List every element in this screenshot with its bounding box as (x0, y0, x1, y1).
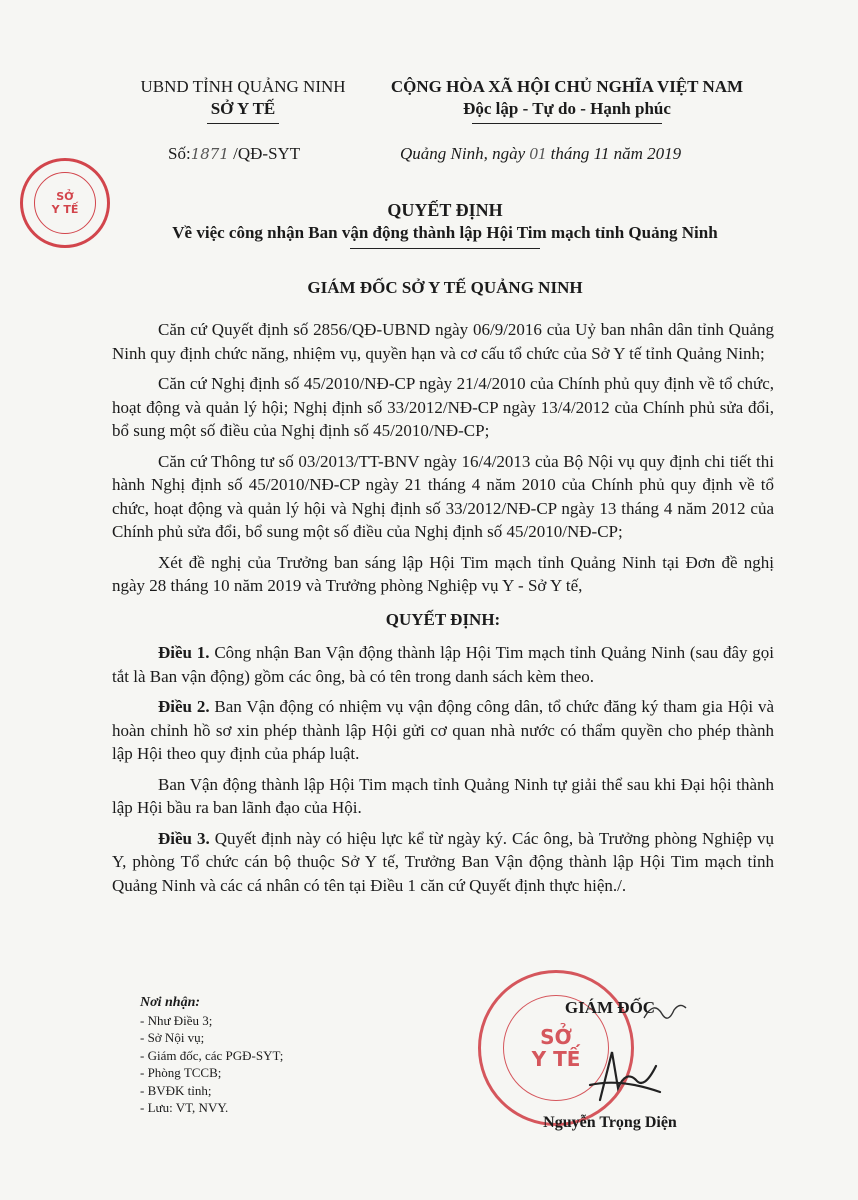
red-seal-small (20, 158, 110, 248)
date-handwritten: 01 (529, 144, 547, 163)
article-label: Điều 2. (158, 697, 210, 716)
basis-paragraph: Xét đề nghị của Trưởng ban sáng lập Hội Tim mạch tỉnh Quảng Ninh tại Đơn đề nghị ngày 28 tháng 10 năm 2019 và Trưởng phòng Nghiệp vụ Y - Sở Y tế, (112, 552, 774, 595)
national-header (362, 76, 772, 124)
number-suffix: /QĐ-SYT (228, 144, 301, 163)
seal-text (52, 190, 79, 216)
issue-date (400, 144, 681, 164)
seal-line-1: SỞ (540, 1025, 572, 1049)
seal-line-2: Y TẾ (531, 1047, 581, 1071)
title-block (100, 198, 790, 249)
date-before: Quảng Ninh, ngày (400, 144, 530, 163)
seal-line-1: SỞ (56, 190, 74, 203)
basis-paragraph: Căn cứ Quyết định số 2856/QĐ-UBND ngày 06/9/2016 của Uỷ ban nhân dân tỉnh Quảng Ninh quy định chức năng, nhiệm vụ, quyền hạn và cơ cấu tổ chức của Sở Y tế tỉnh Quảng Ninh; (112, 320, 774, 363)
number-prefix: Số: (168, 144, 191, 163)
issuing-authority (118, 76, 368, 124)
recipient-item: - Phòng TCCB; (140, 1065, 222, 1080)
article-text: Ban Vận động thành lập Hội Tim mạch tỉnh Quảng Ninh tự giải thể sau khi Đại hội thành lập Hội bầu ra ban lãnh đạo của Hội. (112, 774, 774, 817)
basis-paragraph: Căn cứ Thông tư số 03/2013/TT-BNV ngày 16/4/2013 của Bộ Nội vụ quy định chi tiết thi hành Nghị định số 45/2010/NĐ-CP ngày 21 tháng 4 năm 2010 của Chính phủ quy định về tổ chức, hoạt động và quản lý hội và Nghị định số 33/2012/NĐ-CP ngày 13 tháng 4 năm 2012 của Chính phủ sửa đổi, bổ sung một số điều của Nghị định số 45/2010/NĐ-CP; (112, 451, 774, 541)
seal-line-2: Y TẾ (51, 203, 79, 216)
basis-paragraph: Căn cứ Nghị định số 45/2010/NĐ-CP ngày 21/4/2010 của Chính phủ quy định về tổ chức, hoạt động và quản lý hội; Nghị định số 33/2012/NĐ-CP ngày 13/4/2012 của Chính phủ sửa đổi, bổ sung một số điều của Nghị định số 45/2010/NĐ-CP; (112, 374, 774, 440)
recipient-item: - Giám đốc, các PGĐ-SYT; (140, 1047, 284, 1063)
nation-name: CỘNG HÒA XÃ HỘI CHỦ NGHĨA VIỆT NAM (390, 77, 744, 96)
motto: Độc lập - Tự do - Hạnh phúc (463, 99, 671, 118)
org-line-2: SỞ Y TẾ (210, 99, 276, 118)
org-line-1: UBND TỈNH QUẢNG NINH (140, 77, 346, 96)
article-text: Ban Vận động có nhiệm vụ vận động công dân, tổ chức đăng ký tham gia Hội và hoàn chỉnh hồ sơ xin phép thành lập Hội gửi cơ quan nhà nước có thẩm quyền cho phép thành lập Hội theo quy định của pháp luật. (112, 697, 775, 763)
recipients-heading: Nơi nhận: (140, 995, 201, 1010)
article-3 (112, 827, 774, 898)
number-handwritten: 1871 (190, 145, 229, 163)
decision-heading: QUYẾT ĐỊNH: (385, 609, 501, 629)
document-body (112, 318, 774, 904)
divider (350, 248, 540, 249)
article-2-continuation (112, 773, 774, 820)
article-text: Công nhận Ban Vận động thành lập Hội Tim mạch tỉnh Quảng Ninh (sau đây gọi tắt là Ban vận động) gồm các ông, bà có tên trong danh sách kèm theo. (112, 643, 775, 686)
date-after: tháng 11 năm 2019 (546, 144, 682, 163)
divider (207, 123, 279, 124)
document-title: QUYẾT ĐỊNH (387, 200, 503, 220)
document-subtitle: Về việc công nhận Ban vận động thành lập Hội Tim mạch tỉnh Quảng Ninh (172, 223, 718, 242)
recipient-item: - Lưu: VT, NVY. (140, 1100, 229, 1115)
divider (472, 123, 662, 124)
handwritten-signature-icon (560, 1030, 680, 1110)
article-2 (112, 695, 774, 766)
signer-role: GIÁM ĐỐC (564, 998, 656, 1017)
recipient-item: - Sở Nội vụ; (140, 1030, 205, 1045)
document-number (168, 144, 300, 164)
recipient-item: - BVĐK tỉnh; (140, 1082, 212, 1098)
recipients-list (140, 994, 283, 1117)
director-title: GIÁM ĐỐC SỞ Y TẾ QUẢNG NINH (307, 278, 583, 297)
article-1 (112, 641, 774, 688)
initial-mark-icon (640, 996, 690, 1026)
recipient-item: - Như Điều 3; (140, 1012, 213, 1028)
signer-name: Nguyễn Trọng Diện (543, 1114, 677, 1131)
article-label: Điều 3. (158, 828, 210, 848)
article-text: Quyết định này có hiệu lực kể từ ngày ký. Các ông, bà Trưởng phòng Nghiệp vụ Y, phòng Tổ chức cán bộ thuộc Sở Y tế, Trưởng Ban Vận động thành lập Hội Tim mạch tỉnh Quảng Ninh và các cá nhân có tên tại Điều 1 căn cứ Quyết định thực hiện./. (112, 828, 775, 895)
article-label: Điều 1. (158, 643, 210, 662)
